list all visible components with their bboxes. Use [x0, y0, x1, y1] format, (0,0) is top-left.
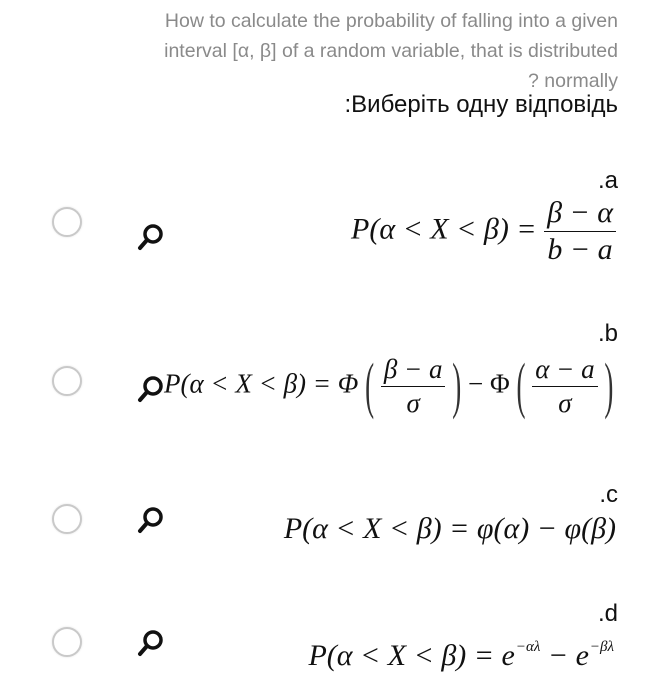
open-paren-1: ( — [365, 350, 375, 420]
question-text — [60, 6, 618, 96]
option-c-letter: .c — [599, 481, 618, 508]
option-b-numerator-1: β − a — [381, 356, 446, 387]
option-c-radio[interactable] — [52, 504, 82, 534]
option-a-lhs: P(α < X < β) = — [351, 212, 537, 246]
option-b-mid: − Φ — [467, 368, 510, 399]
option-b-numerator-2: α − a — [532, 356, 597, 387]
option-d-exponent-1: −αλ — [515, 639, 541, 655]
magnifier-icon[interactable] — [137, 505, 165, 535]
close-paren-1: ) — [452, 350, 462, 420]
option-d-exponent-2: −βλ — [589, 639, 614, 655]
question-line-3: ? normally — [528, 70, 618, 92]
magnifier-icon[interactable] — [137, 222, 165, 252]
option-a-formula — [351, 198, 616, 265]
option-d-mid: − e — [540, 639, 589, 672]
instruction-label: :Виберіть одну відповідь — [344, 91, 618, 118]
option-b-denominator-1: σ — [406, 388, 420, 418]
option-a-denominator: b − a — [547, 233, 613, 266]
option-b-formula — [164, 350, 614, 420]
option-b-radio[interactable] — [52, 366, 82, 396]
option-d-letter: .d — [597, 600, 618, 627]
magnifier-icon[interactable] — [137, 374, 165, 404]
magnifier-icon[interactable] — [137, 628, 165, 658]
question-line-1: How to calculate the probability of falling into a given — [164, 10, 618, 32]
option-b-lhs: P(α < X < β) = Φ — [164, 368, 359, 399]
option-b-letter: .b — [597, 320, 618, 347]
close-paren-2: ) — [604, 350, 614, 420]
option-a-letter: .a — [597, 167, 618, 194]
option-c-formula: P(α < X < β) = φ(α) − φ(β) — [283, 512, 616, 545]
option-b-fraction-1 — [381, 356, 446, 417]
option-a-numerator: β − α — [544, 198, 616, 232]
option-a-fraction — [544, 198, 616, 265]
option-d-formula — [308, 640, 614, 671]
option-a-radio[interactable] — [52, 207, 82, 237]
question-line-2: interval [α, β] of a random variable, that is distributed — [164, 40, 618, 62]
option-b-denominator-2: σ — [558, 388, 572, 418]
option-b-fraction-2 — [532, 356, 597, 417]
option-d-lhs: P(α < X < β) = e — [308, 639, 515, 672]
open-paren-2: ( — [516, 350, 526, 420]
option-d-radio[interactable] — [52, 627, 82, 657]
